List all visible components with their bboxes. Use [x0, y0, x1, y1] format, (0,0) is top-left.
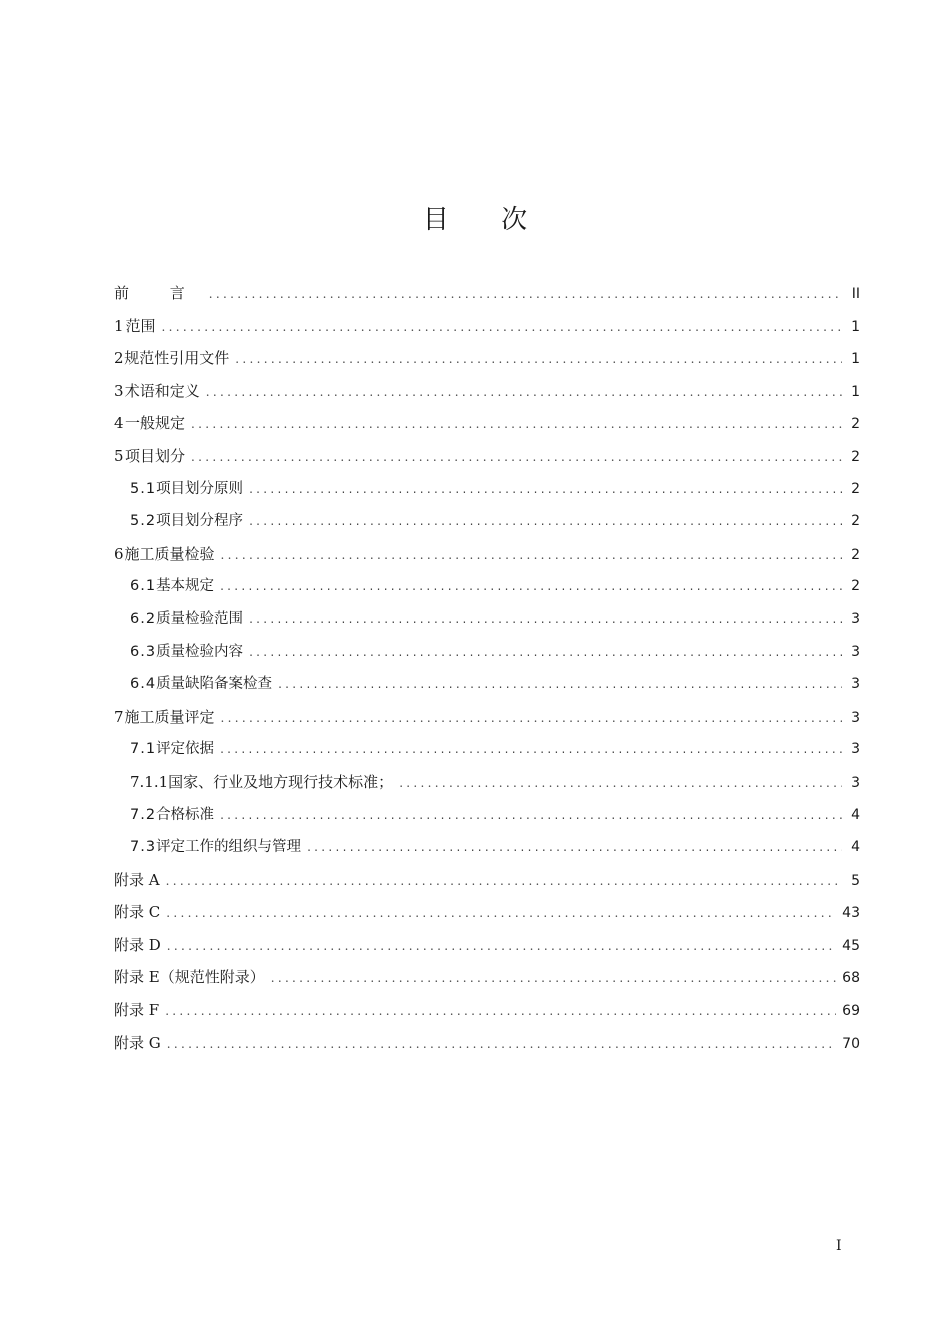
toc-entry-7[interactable]: [114, 701, 860, 734]
toc-entry-label: 附录 G: [114, 1033, 161, 1052]
toc-entry-page: 2: [851, 416, 860, 433]
toc-entry-number: 7.3: [130, 839, 157, 856]
toc-entry-page: 2: [851, 578, 860, 595]
toc-entry-page: 1: [851, 383, 860, 400]
toc-leader-dots: [191, 441, 842, 474]
toc-entry-label: 前 言: [114, 284, 203, 302]
toc-entry-page: 3: [851, 643, 860, 660]
toc-leader-dots: [221, 702, 842, 735]
toc-entry-page: 68: [842, 970, 860, 987]
toc-entry-page: 2: [851, 546, 860, 563]
toc-leader-dots: [220, 799, 842, 832]
toc-leader-dots: [249, 603, 842, 636]
page-title: 目 次: [422, 205, 550, 235]
toc-entry-label: 评定工作的组织与管理: [156, 839, 302, 856]
toc-entry-label: 质量检验范围: [156, 610, 244, 627]
toc-entry-label: 附录 F: [114, 1001, 160, 1020]
toc-entry-number: 3: [114, 381, 124, 400]
toc-entry-number: 6.1: [130, 578, 157, 595]
toc-entry-label: 附录 D: [114, 935, 161, 954]
toc-entry-page: 2: [851, 480, 860, 497]
toc-entry-number: 1: [114, 316, 124, 335]
toc-entry-appendix-e[interactable]: [114, 961, 860, 994]
toc-entry-2[interactable]: [114, 342, 860, 375]
toc-entry-label: 施工质量评定: [124, 707, 215, 726]
toc-entry-appendix-d[interactable]: [114, 929, 860, 962]
toc-entry-appendix-a[interactable]: [114, 864, 860, 897]
toc-entry-label: 项目划分: [125, 446, 186, 465]
toc-entry-label: 基本规定: [156, 578, 215, 595]
toc-entry-preface[interactable]: [114, 277, 860, 310]
toc-entry-page: 2: [851, 448, 860, 465]
toc-entry-label: 国家、行业及地方现行技术标准；: [168, 772, 394, 791]
toc-entry-page: 45: [842, 937, 860, 954]
toc-entry-label: 合格标准: [156, 806, 215, 823]
toc-entry-page: 1: [851, 351, 860, 368]
toc-leader-dots: [162, 311, 842, 344]
toc-entry-6-4[interactable]: [114, 668, 860, 701]
toc-entry-number: 2: [114, 349, 124, 368]
toc-leader-dots: [271, 962, 836, 995]
toc-entry-3[interactable]: [114, 375, 860, 408]
toc-entry-5[interactable]: [114, 440, 860, 473]
toc-leader-dots: [206, 376, 842, 409]
toc-leader-dots: [235, 343, 842, 376]
toc-leader-dots: [220, 570, 842, 603]
toc-leader-dots: [249, 636, 842, 669]
toc-entry-number: 4: [114, 414, 124, 433]
toc-entry-number: 7: [114, 707, 124, 726]
toc-entry-label: 术语和定义: [124, 381, 200, 400]
toc-entry-number: 7.1: [130, 741, 157, 758]
toc-leader-dots: [167, 1028, 836, 1061]
toc-entry-page: 4: [851, 839, 860, 856]
toc-entry-label: 项目划分原则: [156, 480, 244, 497]
toc-leader-dots: [209, 278, 842, 311]
toc-leader-dots: [191, 408, 842, 441]
toc-leader-dots: [166, 897, 836, 930]
toc-leader-dots: [249, 473, 842, 506]
toc-entry-page: 3: [851, 676, 860, 693]
toc-entry-label: 评定依据: [156, 741, 215, 758]
toc-entry-number: 6.4: [130, 676, 157, 693]
toc-entry-5-1[interactable]: [114, 473, 860, 506]
toc-entry-7-1[interactable]: [114, 733, 860, 766]
toc-leader-dots: [221, 539, 842, 572]
toc-entry-page: 70: [842, 1035, 860, 1052]
toc-entry-appendix-c[interactable]: [114, 896, 860, 929]
toc-entry-label: 附录 A: [114, 870, 160, 889]
toc-entry-6-1[interactable]: [114, 570, 860, 603]
toc-entry-label: 规范性引用文件: [124, 349, 230, 368]
toc-entry-page: 3: [851, 741, 860, 758]
toc-entry-6[interactable]: [114, 538, 860, 571]
toc-entry-page: 3: [851, 610, 860, 627]
toc-entry-appendix-g[interactable]: [114, 1027, 860, 1060]
toc-entry-label: 范围: [125, 316, 156, 335]
toc-entry-page: 69: [842, 1003, 860, 1020]
table-of-contents: [114, 277, 860, 1059]
toc-entry-number: 5.2: [130, 513, 157, 530]
toc-leader-dots: [220, 733, 842, 766]
toc-entry-label: 项目划分程序: [156, 513, 244, 530]
toc-entry-label: 附录 E（规范性附录）: [114, 968, 265, 987]
toc-entry-number: 7.1.1: [130, 772, 169, 791]
toc-entry-number: 5.1: [130, 480, 157, 497]
toc-entry-7-2[interactable]: [114, 799, 860, 832]
toc-entry-number: 6.2: [130, 610, 157, 627]
toc-entry-label: 施工质量检验: [124, 544, 215, 563]
toc-leader-dots: [166, 865, 842, 898]
toc-entry-label: 质量缺陷备案检查: [156, 676, 273, 693]
toc-leader-dots: [278, 668, 842, 701]
toc-leader-dots: [399, 767, 842, 800]
toc-entry-number: 5: [114, 446, 124, 465]
toc-entry-page: 43: [842, 905, 860, 922]
toc-entry-number: 6.3: [130, 643, 157, 660]
toc-leader-dots: [167, 930, 836, 963]
toc-entry-number: 7.2: [130, 806, 157, 823]
toc-entry-page: 5: [851, 872, 860, 889]
footer-page-number: I: [836, 1238, 842, 1254]
toc-entry-page: 2: [851, 513, 860, 530]
toc-entry-page: 1: [851, 318, 860, 335]
toc-leader-dots: [165, 995, 836, 1028]
toc-entry-page: 3: [851, 774, 860, 791]
toc-entry-5-2[interactable]: [114, 505, 860, 538]
toc-entry-label: 质量检验内容: [156, 643, 244, 660]
toc-entry-number: 6: [114, 544, 124, 563]
toc-entry-page: 3: [851, 709, 860, 726]
toc-entry-6-2[interactable]: [114, 603, 860, 636]
toc-entry-page: II: [851, 286, 860, 302]
toc-entry-7-1-1[interactable]: [114, 766, 860, 799]
toc-entry-page: 4: [851, 806, 860, 823]
toc-entry-1[interactable]: [114, 310, 860, 343]
toc-leader-dots: [307, 831, 842, 864]
toc-entry-6-3[interactable]: [114, 636, 860, 669]
toc-entry-appendix-f[interactable]: [114, 994, 860, 1027]
toc-entry-7-3[interactable]: [114, 831, 860, 864]
toc-entry-label: 一般规定: [125, 414, 186, 433]
toc-entry-label: 附录 C: [114, 903, 161, 922]
toc-entry-4[interactable]: [114, 407, 860, 440]
toc-leader-dots: [249, 505, 842, 538]
